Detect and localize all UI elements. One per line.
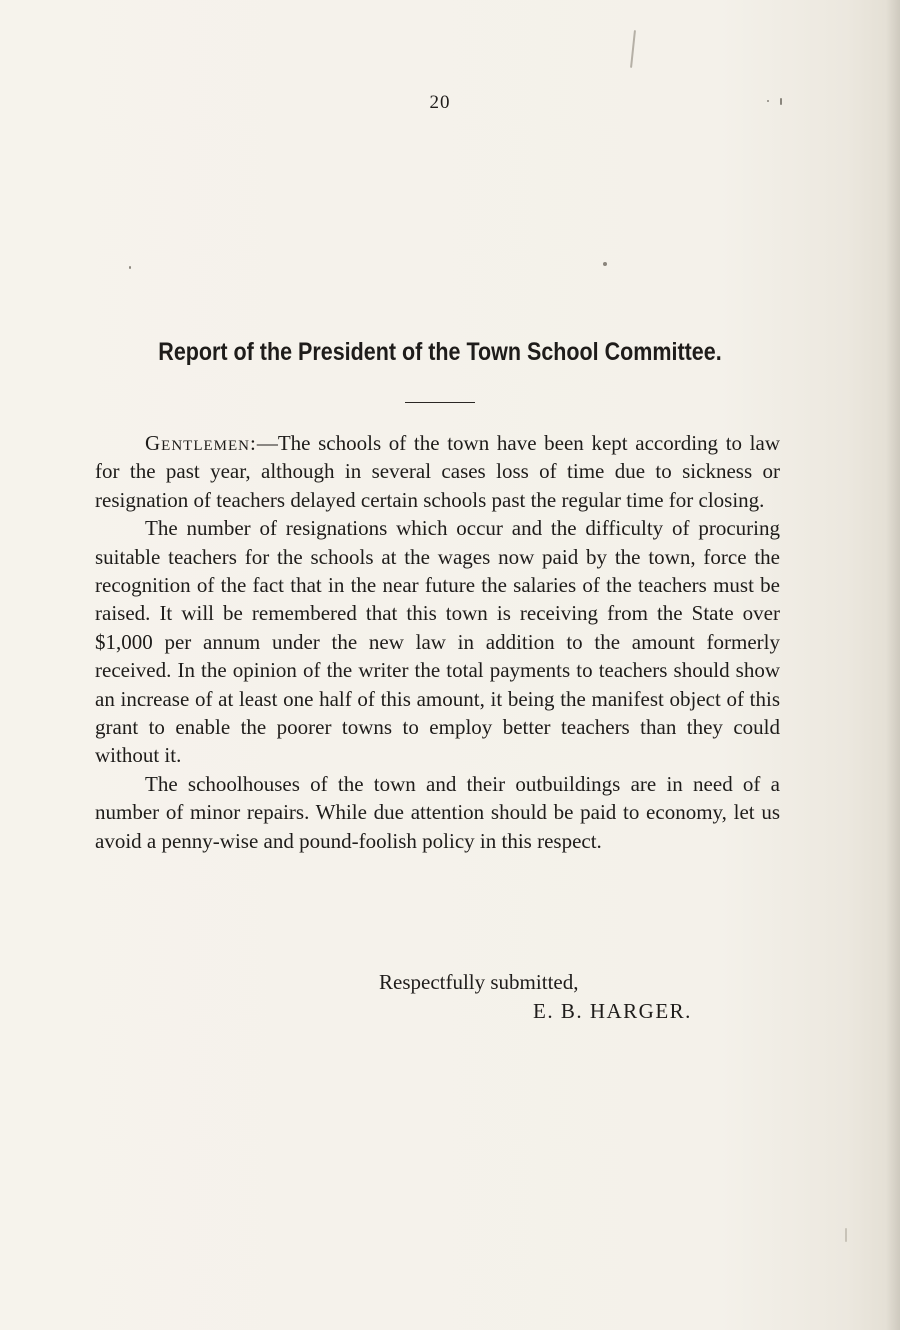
paper-speck — [603, 262, 607, 266]
closing-line: Respectfully submitted, — [379, 970, 579, 994]
paper-speck — [630, 30, 636, 68]
salutation: Gentlemen: — [145, 431, 257, 455]
paper-speck — [780, 98, 782, 105]
paper-speck — [767, 100, 769, 102]
page-number: 20 — [429, 92, 451, 113]
report-title: Report of the President of the Town School Committee. — [158, 338, 722, 366]
paragraph-schoolhouses — [95, 770, 780, 855]
paragraph-text: The number of resignations which occur and the difficulty of procuring suitable teachers for the schools at the wages now paid by the town, force the recognition of the fact that in the near future the salaries of the teachers must be raised. It will be remembered that this town is receiving from the State over $1,000 per annum under the new law in addition to the amount formerly received. In the opinion of the writer the total payments to teachers should show an increase of at least one half of this amount, it being the manifest object of this grant to enable the poorer towns to employ better teachers than they could without it. — [95, 516, 780, 768]
paragraph-text: The schoolhouses of the town and their outbuildings are in need of a number of minor repairs. While due attention should be paid to economy, let us avoid a penny-wise and pound-foolish policy in this respect. — [95, 771, 780, 853]
page-edge-shadow — [886, 0, 900, 1330]
paragraph-text: —The schools of the town have been kept according to law for the past year, although in several cases loss of time due to sickness or resignation of teachers delayed certain schools past the regular time for closing. — [95, 431, 780, 512]
paragraph-resignations — [95, 514, 780, 770]
paper-speck — [129, 266, 131, 269]
paper-speck — [845, 1228, 847, 1242]
paragraph-salutation — [95, 429, 780, 514]
report-body — [95, 429, 780, 855]
signature: E. B. HARGER. — [533, 999, 692, 1023]
title-divider — [405, 402, 475, 403]
